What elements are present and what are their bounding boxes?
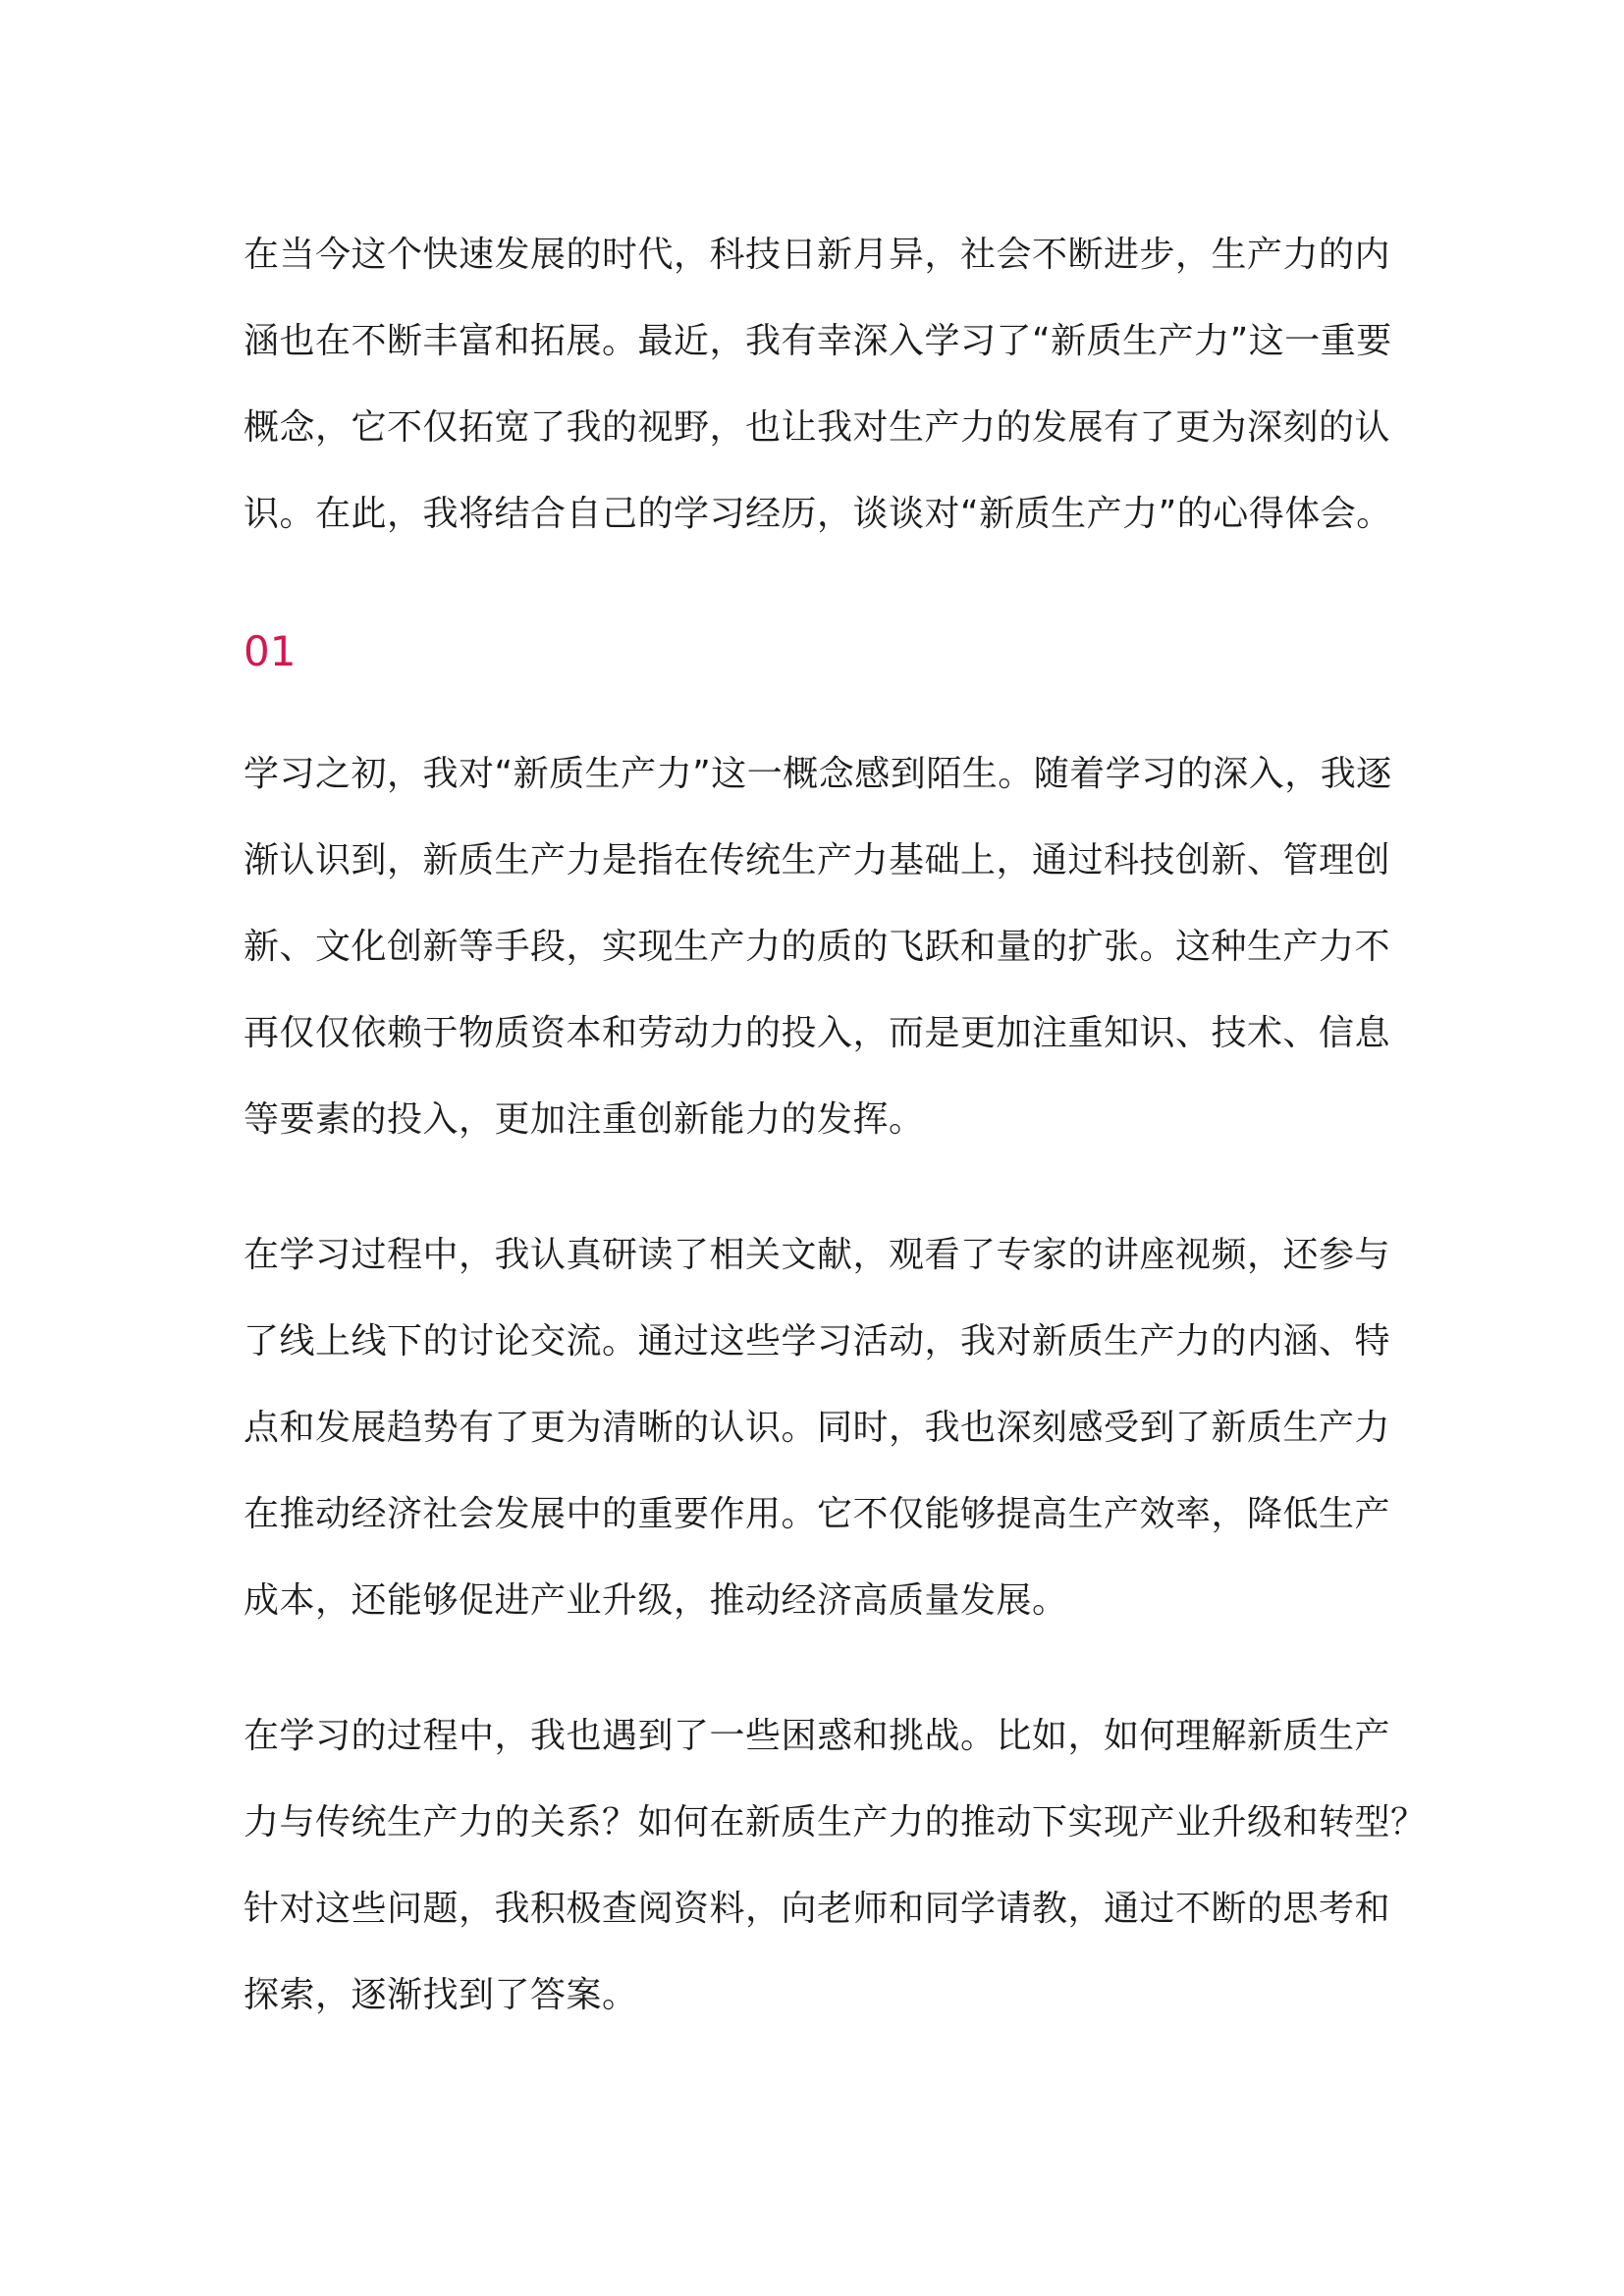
paragraph-line: 再仅仅依赖于物质资本和劳动力的投入，而是更加注重知识、技术、信息 bbox=[244, 1013, 1391, 1053]
paragraph-line: 概念，它不仅拓宽了我的视野，也让我对生产力的发展有了更为深刻的认 bbox=[244, 407, 1391, 448]
paragraph-line: 力与传统生产力的关系？如何在新质生产力的推动下实现产业升级和转型？ bbox=[244, 1802, 1427, 1842]
paragraph-line: 成本，还能够促进产业升级，推动经济高质量发展。 bbox=[244, 1580, 1068, 1621]
paragraph-line: 在推动经济社会发展中的重要作用。它不仅能够提高生产效率，降低生产 bbox=[244, 1494, 1391, 1534]
body-paragraph-1 bbox=[244, 731, 1392, 1163]
paragraph-line: 等要素的投入，更加注重创新能力的发挥。 bbox=[244, 1099, 925, 1140]
body-paragraph-2 bbox=[244, 1212, 1391, 1644]
paragraph-line: 在学习的过程中，我也遇到了一些困惑和挑战。比如，如何理解新质生产 bbox=[244, 1716, 1391, 1756]
paragraph-line: 学习之初，我对“新质生产力”这一概念感到陌生。随着学习的深入，我逐 bbox=[244, 754, 1392, 794]
paragraph-line: 在学习过程中，我认真研读了相关文献，观看了专家的讲座视频，还参与 bbox=[244, 1235, 1391, 1275]
paragraph-line: 识。在此，我将结合自己的学习经历，谈谈对“新质生产力”的心得体会。 bbox=[244, 494, 1392, 534]
paragraph-line: 在当今这个快速发展的时代，科技日新月异，社会不断进步，生产力的内 bbox=[244, 235, 1391, 275]
body-paragraph-3 bbox=[244, 1693, 1427, 2039]
paragraph-line: 渐认识到，新质生产力是指在传统生产力基础上，通过科技创新、管理创 bbox=[244, 840, 1391, 881]
intro-paragraph bbox=[244, 212, 1392, 558]
paragraph-line: 涵也在不断丰富和拓展。最近，我有幸深入学习了“新质生产力”这一重要 bbox=[244, 321, 1392, 361]
paragraph-line: 新、文化创新等手段，实现生产力的质的飞跃和量的扩张。这种生产力不 bbox=[244, 927, 1391, 967]
section-heading: 01 bbox=[244, 627, 297, 675]
paragraph-line: 针对这些问题，我积极查阅资料，向老师和同学请教，通过不断的思考和 bbox=[244, 1889, 1391, 1929]
paragraph-line: 探索，逐渐找到了答案。 bbox=[244, 1975, 638, 2015]
paragraph-line: 了线上线下的讨论交流。通过这些学习活动，我对新质生产力的内涵、特 bbox=[244, 1321, 1391, 1362]
paragraph-line: 点和发展趋势有了更为清晰的认识。同时，我也深刻感受到了新质生产力 bbox=[244, 1408, 1391, 1448]
